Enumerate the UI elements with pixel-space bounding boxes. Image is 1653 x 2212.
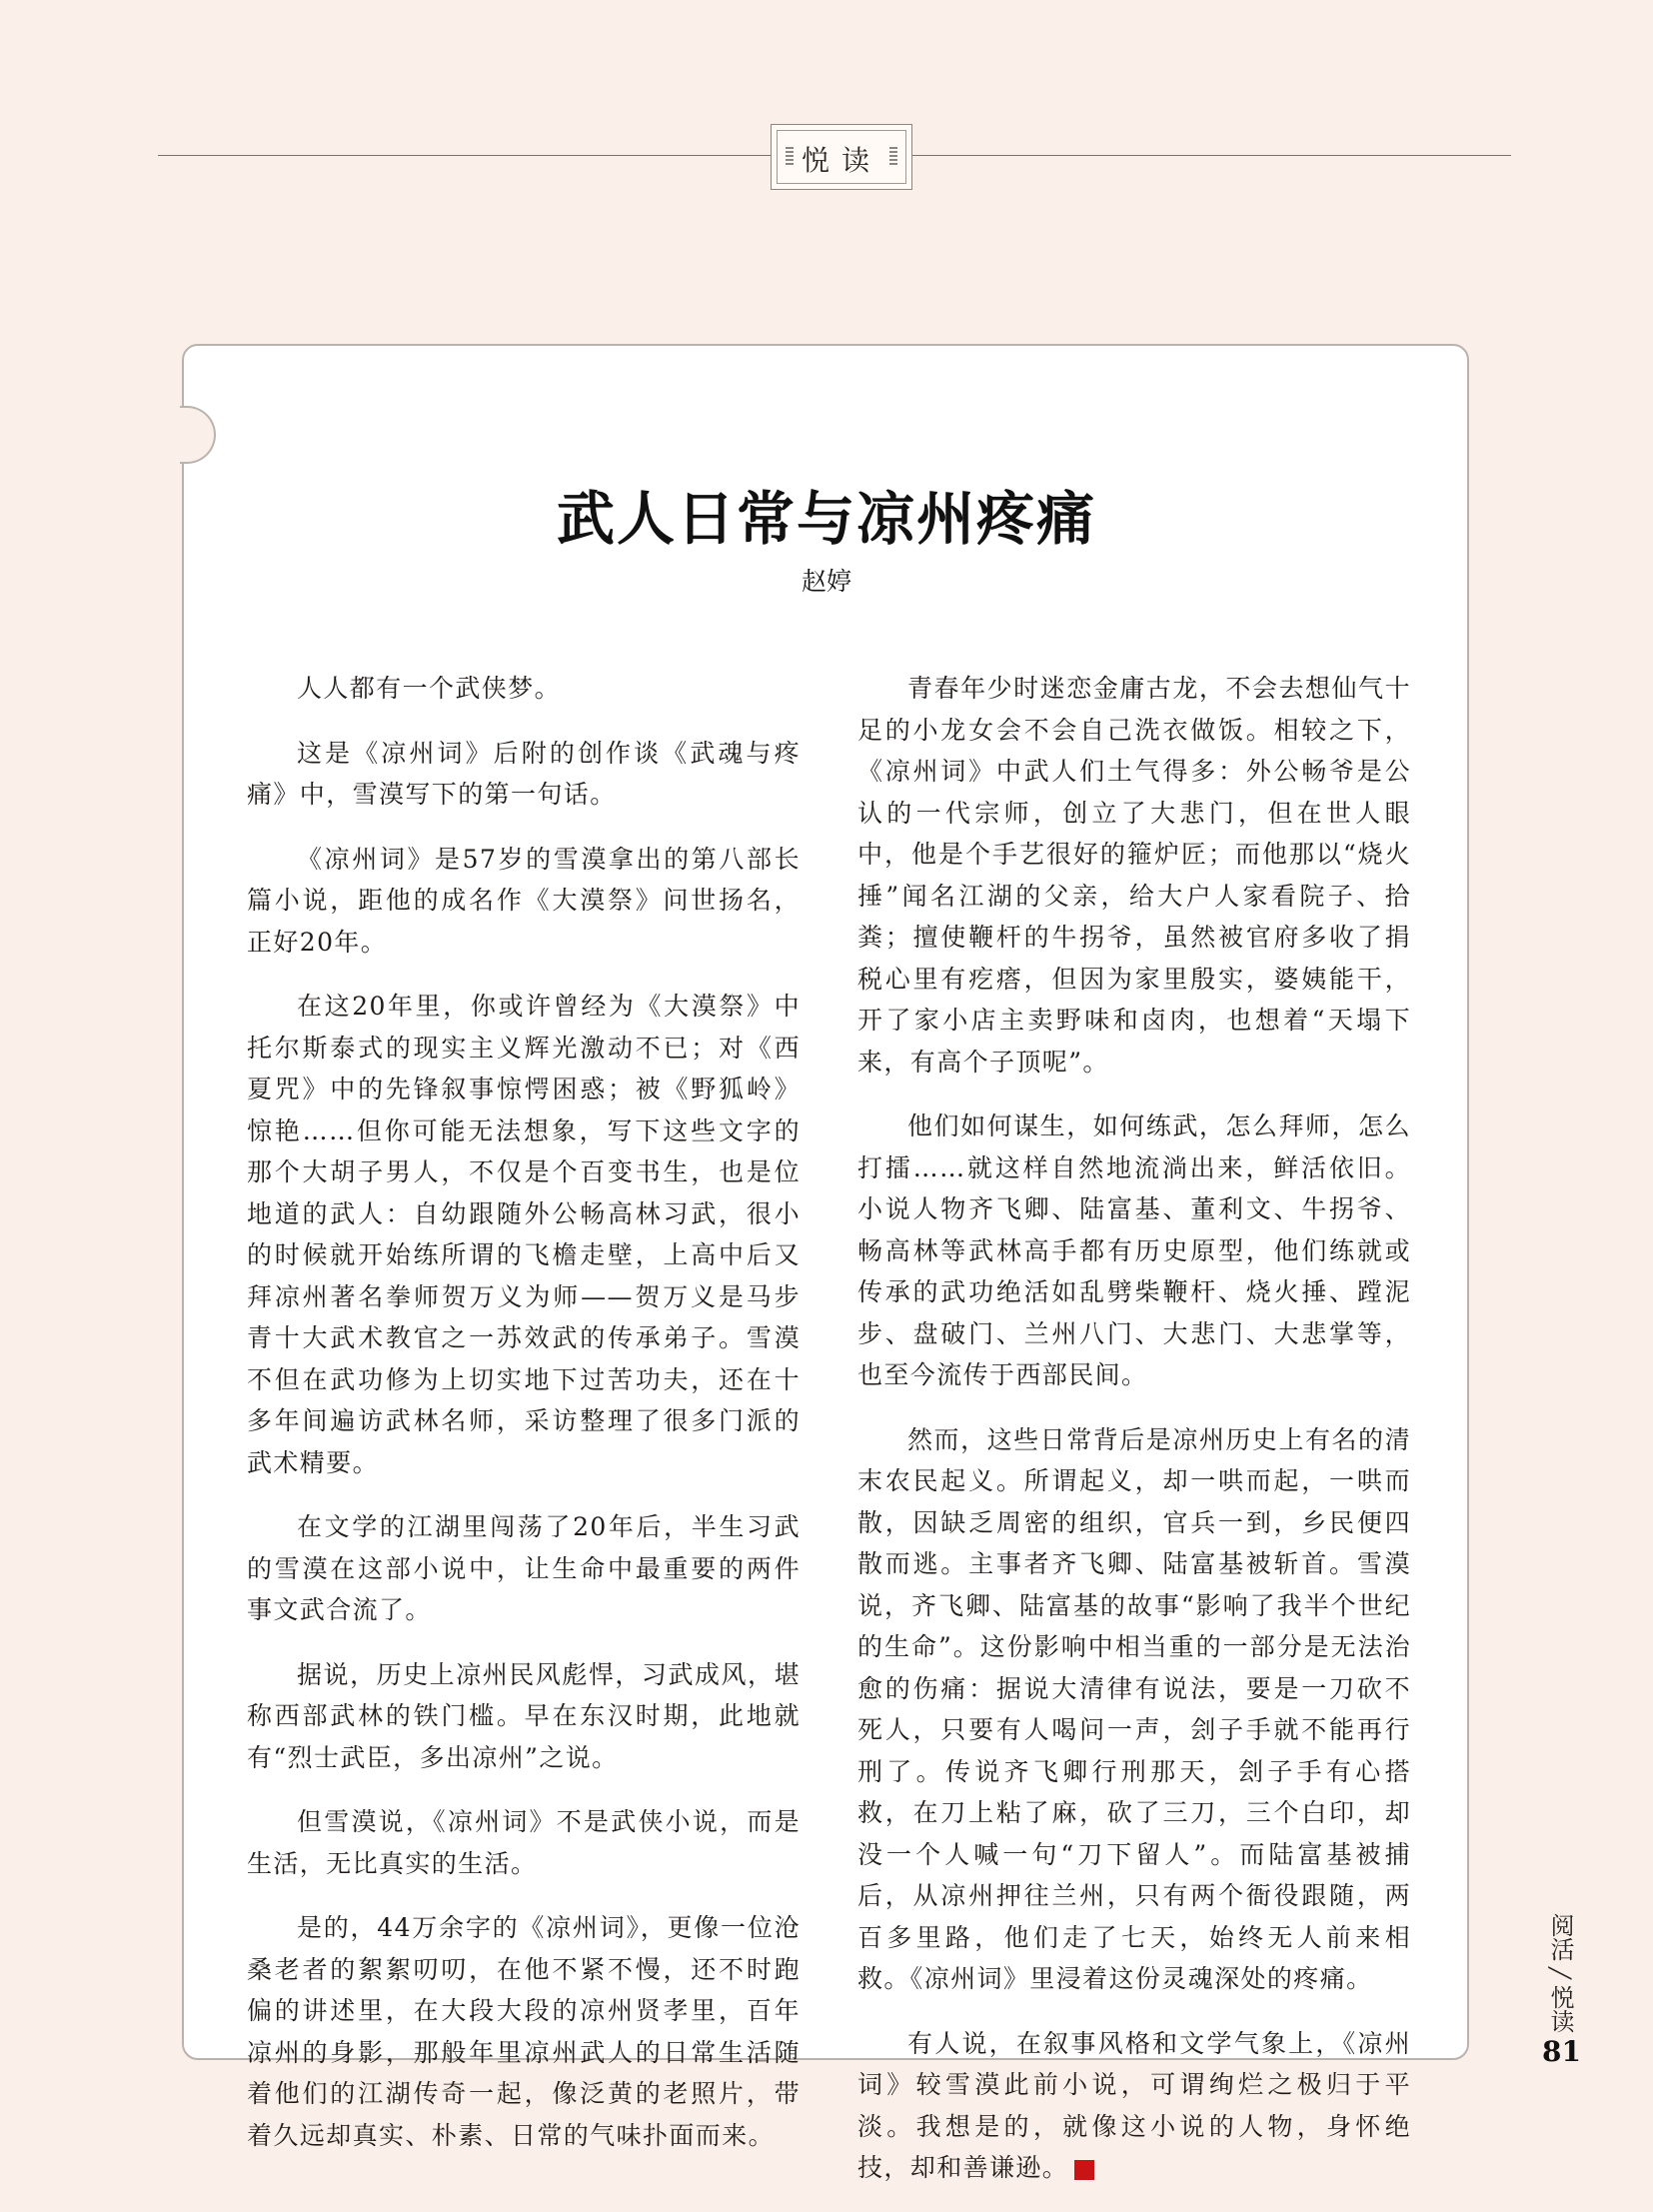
paragraph: 在文学的江湖里闯荡了20年后，半生习武的雪漠在这部小说中，让生命中最重要的两件事文武合流了。: [247, 1512, 801, 1624]
page-number: 81: [1542, 2035, 1581, 2068]
paragraph: 人人都有一个武侠梦。: [297, 674, 562, 703]
magazine-word-1: 阅活: [1546, 1913, 1574, 1961]
tab-ornament-right: [889, 147, 897, 167]
magazine-section-label: [1538, 1913, 1578, 2033]
paragraph: 青春年少时迷恋金庸古龙，不会去想仙气十足的小龙女会不会自己洗衣做饭。相较之下，《凉州词》中武人们土气得多：外公畅爷是公认的一代宗师，创立了大悲门，但在世人眼中，他是个手艺很好的箍炉匠；而他那以“烧火捶”闻名江湖的父亲，给大户人家看院子、拾粪；擅使鞭杆的牛拐爷，虽然被官府多收了捐税心里有疙瘩，但因为家里殷实，婆姨能干，开了家小店主卖野味和卤肉，也想着“天塌下来，有高个子顶呢”。: [857, 674, 1411, 1077]
paragraph: 据说，历史上凉州民风彪悍，习武成风，堪称西部武林的铁门槛。早在东汉时期，此地就有“烈士武臣，多出凉州”之说。: [247, 1659, 801, 1772]
section-tab: [771, 124, 912, 190]
paragraph: 这是《凉州词》后附的创作谈《武魂与疼痛》中，雪漠写下的第一句话。: [247, 738, 801, 809]
end-mark-icon: [1074, 2160, 1094, 2180]
paragraph-text: 有人说，在叙事风格和文学气象上，《凉州词》较雪漠此前小说，可谓绚烂之极归于平淡。我想是的，就像这小说的人物，身怀绝技，却和善谦逊。: [857, 2028, 1411, 2182]
section-label: 悦读: [801, 144, 881, 177]
paragraph: 《凉州词》是57岁的雪漠拿出的第八部长篇小说，距他的成名作《大漠祭》问世扬名，正好20年。: [247, 844, 801, 957]
article-author: 赵婷: [801, 567, 851, 596]
slash-divider: ╱: [1548, 1967, 1572, 1980]
paragraph: 他们如何谋生，如何练武，怎么拜师，怎么打擂……就这样自然地流淌出来，鲜活依旧。小说人物齐飞卿、陆富基、董利文、牛拐爷、畅高林等武林高手都有历史原型，他们练就或传承的武功绝活如乱劈柴鞭杆、烧火捶、蹚泥步、盘破门、兰州八门、大悲门、大悲掌等，也至今流传于西部民间。: [857, 1111, 1411, 1389]
paragraph: 在这20年里，你或许曾经为《大漠祭》中托尔斯泰式的现实主义辉光激动不已；对《西夏咒》中的先锋叙事惊愕困惑；被《野狐岭》惊艳……但你可能无法想象，写下这些文字的那个大胡子男人，不仅是个百变书生，也是位地道的武人：自幼跟随外公畅高林习武，很小的时候就开始练所谓的飞檐走壁，上高中后又拜凉州著名拳师贺万义为师——贺万义是马步青十大武术教官之一苏效武的传承弟子。雪漠不但在武功修为上切实地下过苦功夫，还在十多年间遍访武林名师，采访整理了很多门派的武术精要。: [247, 992, 801, 1477]
paragraph: 然而，这些日常背后是凉州历史上有名的清末农民起义。所谓起义，却一哄而起，一哄而散，因缺乏周密的组织，官兵一到，乡民便四散而逃。主事者齐飞卿、陆富基被斩首。雪漠说，齐飞卿、陆富基的故事“影响了我半个世纪的生命”。这份影响中相当重的一部分是无法治愈的伤痛：据说大清律有说法，要是一刀砍不死人，只要有人喝问一声，刽子手就不能再行刑了。传说齐飞卿行刑那天，刽子手有心搭救，在刀上粘了麻，砍了三刀，三个白印，却没一个人喊一句“刀下留人”。而陆富基被捕后，从凉州押往兰州，只有两个衙役跟随，两百多里路，他们走了七天，始终无人前来相救。《凉州词》里浸着这份灵魂深处的疼痛。: [857, 1424, 1411, 1993]
paragraph: 但雪漠说，《凉州词》不是武侠小说，而是生活，无比真实的生活。: [247, 1807, 801, 1878]
left-column: [247, 668, 801, 2179]
right-column: [857, 668, 1411, 2212]
card-notch: [180, 406, 216, 464]
magazine-word-2: 悦读: [1546, 1985, 1574, 2034]
article-title: 武人日常与凉州疼痛: [556, 485, 1096, 553]
paragraph: 是的，44万余字的《凉州词》，更像一位沧桑老者的絮絮叨叨，在他不紧不慢，还不时跑偏的讲述里，在大段大段的凉州贤孝里，百年凉州的身影，那般年里凉州武人的日常生活随着他们的江湖传奇一起，像泛黄的老照片，带着久远却真实、朴素、日常的气味扑面而来。: [247, 1913, 801, 2150]
